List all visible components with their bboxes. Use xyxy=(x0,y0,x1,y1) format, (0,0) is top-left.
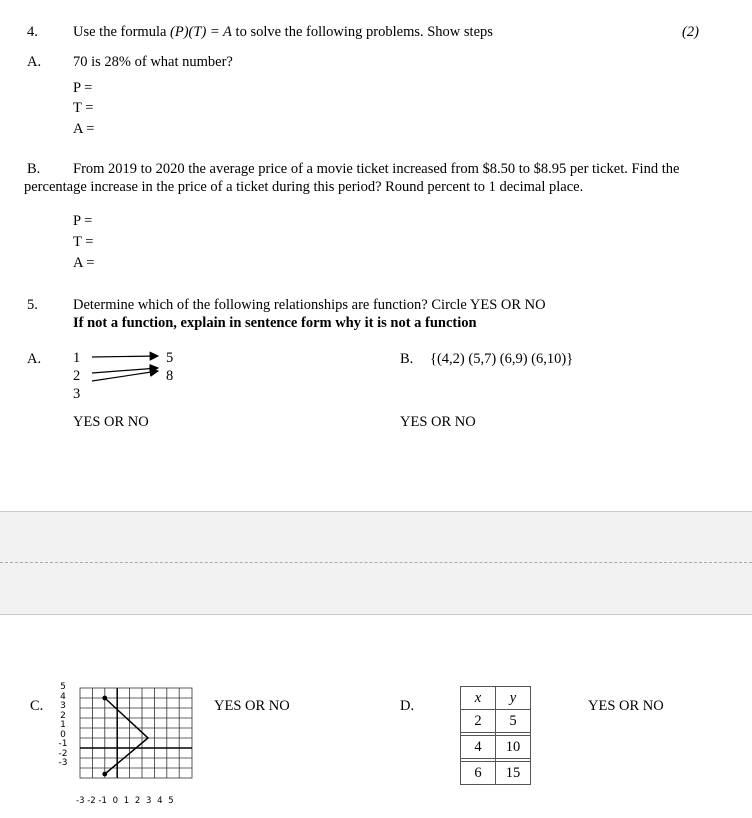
coordinate-graph xyxy=(72,685,196,785)
q5-part-b-letter: B. xyxy=(400,351,414,367)
table-row xyxy=(461,736,531,759)
q5-part-a-letter: A. xyxy=(27,351,42,367)
q4-part-b-letter: B. xyxy=(27,161,41,177)
y-label: 3 xyxy=(60,701,66,711)
mapping-domain-3: 3 xyxy=(73,386,81,402)
q5-part-d-letter: D. xyxy=(400,698,415,714)
mapping-domain-1: 1 xyxy=(73,350,81,366)
graph-path xyxy=(105,698,148,774)
x-label: 2 xyxy=(134,796,141,806)
graph-point-upper xyxy=(102,696,107,701)
table-cell: 10 xyxy=(496,736,531,759)
q4-points: (2) xyxy=(682,24,699,40)
x-label: -3 xyxy=(76,796,85,806)
table-header-row xyxy=(461,687,531,710)
graph-y-axis-labels xyxy=(58,683,68,769)
q4a-t-label: T = xyxy=(73,100,94,116)
y-label: -3 xyxy=(58,758,68,768)
q4-part-b-line2: percentage increase in the price of a ticket during this period? Round percent to 1 decimal place. xyxy=(24,179,584,195)
graph-x-axis-labels xyxy=(76,796,174,806)
mapping-range-8: 8 xyxy=(166,368,174,384)
page-gap xyxy=(0,511,752,615)
q5d-answer: YES OR NO xyxy=(588,698,664,714)
y-label: 4 xyxy=(60,691,66,702)
x-label: -1 xyxy=(98,796,107,806)
q4-intro-post: to solve the following problems. Show steps xyxy=(235,24,493,40)
question-5-number: 5. xyxy=(27,297,38,313)
q4b-p-label: P = xyxy=(73,213,93,229)
graph-point-lower xyxy=(102,772,107,777)
mapping-range-5: 5 xyxy=(166,350,174,366)
q4-part-a-letter: A. xyxy=(27,54,42,70)
q5b-answer: YES OR NO xyxy=(400,414,476,430)
y-label: 1 xyxy=(60,720,66,730)
q5a-answer: YES OR NO xyxy=(73,414,149,430)
y-header: y xyxy=(496,687,531,710)
q4-part-b-line1: From 2019 to 2020 the average price of a movie ticket increased from $8.50 to $8.95 per ticket. Find the xyxy=(73,161,680,177)
table-cell: 15 xyxy=(496,762,531,785)
x-label: 3 xyxy=(145,796,152,806)
arrow-1-to-5 xyxy=(92,356,158,357)
q5-part-c-letter: C. xyxy=(30,698,44,714)
x-header: x xyxy=(461,687,496,710)
q4b-t-label: T = xyxy=(73,234,94,250)
q5-instructions-line1: Determine which of the following relationships are function? Circle YES OR NO xyxy=(73,297,546,313)
q4-formula: (P)(T) = A xyxy=(170,24,232,40)
y-label: -2 xyxy=(58,748,68,759)
table-cell: 6 xyxy=(461,762,496,785)
q4-intro-pre: Use the formula xyxy=(73,24,167,40)
q5b-ordered-pairs: {(4,2) (5,7) (6,9) (6,10)} xyxy=(430,351,574,367)
x-label: 4 xyxy=(157,796,163,806)
question-4-number: 4. xyxy=(27,24,38,40)
table-row xyxy=(461,762,531,785)
xy-table xyxy=(460,686,531,785)
y-label: -1 xyxy=(58,739,68,749)
x-label: 1 xyxy=(123,796,130,806)
mapping-domain-2: 2 xyxy=(73,368,81,384)
table-cell: 4 xyxy=(461,736,496,759)
x-label: -2 xyxy=(87,796,96,806)
q4a-a-label: A = xyxy=(73,121,95,137)
y-label: 2 xyxy=(60,710,66,721)
page-break-line xyxy=(0,562,752,563)
y-label: 5 xyxy=(60,682,66,692)
x-label: 0 xyxy=(112,796,118,806)
table-cell: 2 xyxy=(461,710,496,733)
x-label: 5 xyxy=(168,796,174,806)
table-cell: 5 xyxy=(496,710,531,733)
table-row xyxy=(461,710,531,733)
y-label: 0 xyxy=(60,729,66,740)
q5-instructions-line2: If not a function, explain in sentence form why it is not a function xyxy=(73,315,477,331)
q4a-p-label: P = xyxy=(73,80,93,96)
q5c-answer: YES OR NO xyxy=(214,698,290,714)
q4b-a-label: A = xyxy=(73,255,95,271)
q4-part-a-prompt: 70 is 28% of what number? xyxy=(73,54,233,70)
